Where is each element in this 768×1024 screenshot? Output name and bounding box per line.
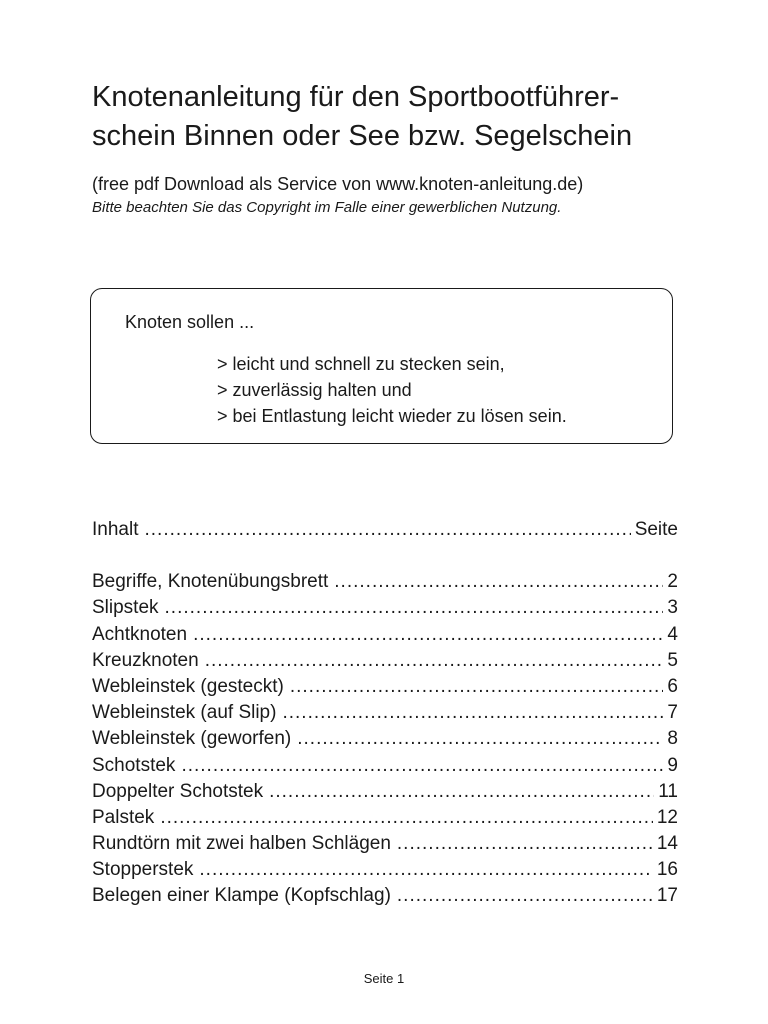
toc-entry-title: Schotstek xyxy=(92,754,176,776)
toc-leader-dots xyxy=(165,595,664,621)
toc-entry-title: Webleinstek (auf Slip) xyxy=(92,702,277,724)
toc-entry-page: 11 xyxy=(658,780,678,802)
toc-leader-dots xyxy=(160,805,653,831)
toc-leader-dots xyxy=(282,700,663,726)
requirement-item: > bei Entlastung leicht wieder zu lösen sein. xyxy=(217,406,567,426)
toc-leader-dots xyxy=(297,726,663,752)
toc-entry-page: 14 xyxy=(656,833,678,855)
toc-heading-page: Seite xyxy=(634,519,678,540)
toc-leader-dots xyxy=(269,779,654,805)
toc-leader-dots xyxy=(397,831,653,857)
download-note: (free pdf Download als Service von www.knoten-anleitung.de) xyxy=(92,174,584,194)
toc-leader-dots xyxy=(290,674,664,700)
toc-entry xyxy=(92,622,678,648)
toc-leader-dots xyxy=(144,517,630,543)
toc-entry-page: 7 xyxy=(667,702,678,724)
toc-entry-page: 3 xyxy=(667,597,678,619)
toc-entry-title: Stopperstek xyxy=(92,859,194,881)
title-line-2: schein Binnen oder See bzw. Segelschein xyxy=(92,120,633,152)
toc-entry xyxy=(92,753,678,779)
document-title xyxy=(92,78,692,156)
toc-entry-page: 5 xyxy=(667,649,678,671)
toc-entry xyxy=(92,595,678,621)
copyright-note: Bitte beachten Sie das Copyright im Falle einer gewerblichen Nutzung. xyxy=(92,199,562,216)
requirement-item: > leicht und schnell zu stecken sein, xyxy=(217,354,505,374)
toc-entry-title: Webleinstek (geworfen) xyxy=(92,728,292,750)
toc-leader-dots xyxy=(193,622,663,648)
table-of-contents xyxy=(92,517,678,910)
toc-entry-title: Slipstek xyxy=(92,597,159,619)
toc-leader-dots xyxy=(181,753,663,779)
toc-entry xyxy=(92,831,678,857)
toc-entry-title: Webleinstek (gesteckt) xyxy=(92,675,284,697)
toc-entry xyxy=(92,648,678,674)
toc-heading xyxy=(92,517,678,543)
toc-entry-title: Belegen einer Klampe (Kopfschlag) xyxy=(92,885,391,907)
toc-entry-page: 16 xyxy=(656,859,678,881)
box-lead-text: Knoten sollen ... xyxy=(125,312,255,332)
requirement-item: > zuverlässig halten und xyxy=(217,380,412,400)
toc-heading-label: Inhalt xyxy=(92,519,139,540)
toc-entry-title: Kreuzknoten xyxy=(92,649,199,671)
toc-entry-page: 2 xyxy=(667,571,678,593)
toc-entry-title: Palstek xyxy=(92,806,155,828)
knot-requirements-box xyxy=(90,288,673,444)
toc-entry xyxy=(92,805,678,831)
toc-entry-page: 12 xyxy=(656,806,678,828)
toc-entry-title: Begriffe, Knotenübungsbrett xyxy=(92,571,329,593)
toc-leader-dots xyxy=(334,569,663,595)
toc-entry xyxy=(92,674,678,700)
toc-entries xyxy=(92,569,678,909)
toc-entry xyxy=(92,726,678,752)
requirements-list xyxy=(217,351,567,429)
toc-entry xyxy=(92,779,678,805)
title-line-1: Knotenanleitung für den Sportbootführer- xyxy=(92,81,620,113)
toc-entry-title: Achtknoten xyxy=(92,623,188,645)
toc-leader-dots xyxy=(397,883,653,909)
toc-entry-page: 17 xyxy=(656,885,678,907)
toc-leader-dots xyxy=(205,648,664,674)
page-number: Seite 1 xyxy=(363,971,405,986)
toc-entry-title: Doppelter Schotstek xyxy=(92,780,264,802)
toc-entry xyxy=(92,857,678,883)
toc-entry-page: 8 xyxy=(667,728,678,750)
toc-entry xyxy=(92,883,678,909)
toc-entry-page: 9 xyxy=(667,754,678,776)
toc-entry xyxy=(92,700,678,726)
toc-entry-page: 6 xyxy=(667,675,678,697)
toc-leader-dots xyxy=(199,857,652,883)
toc-entry-title: Rundtörn mit zwei halben Schlägen xyxy=(92,833,391,855)
toc-entry xyxy=(92,569,678,595)
toc-entry-page: 4 xyxy=(667,623,678,645)
